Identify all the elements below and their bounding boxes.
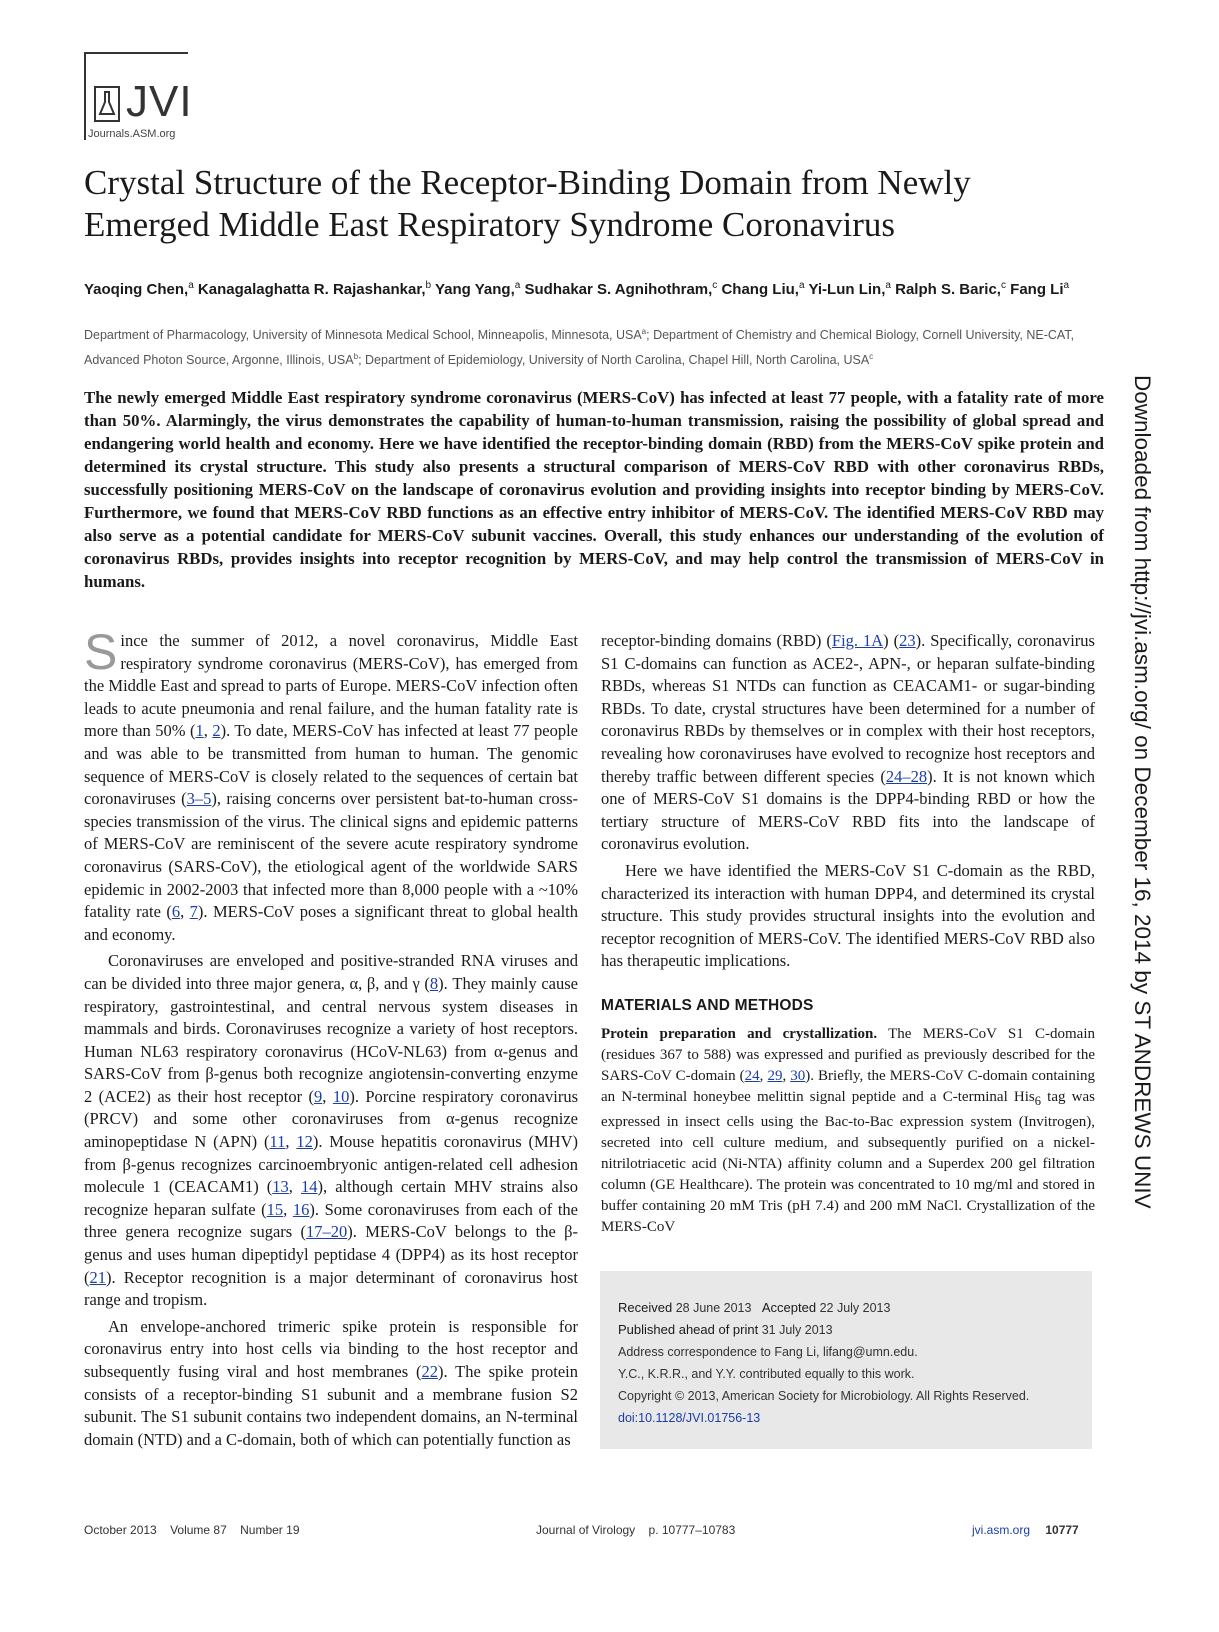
author-name: Fang Li	[1010, 281, 1064, 298]
received-label: Received	[618, 1300, 673, 1315]
correspondence: Address correspondence to Fang Li, lifang@umn.edu.	[618, 1345, 918, 1359]
author-affiliation-mark: a	[885, 280, 891, 291]
paragraph-intro-3: An envelope-anchored trimeric spike protein is responsible for coronavirus entry into host cells via binding to the host receptor and subsequently fusing viral and host membranes (22). The spike protein consists of a receptor-binding S1 subunit and a membrane fusion S2 subunit. The S1 subunit contains two independent domains, an N-terminal domain (NTD) and a C-domain, both of which can potentially function as	[84, 1316, 578, 1449]
author-affiliation-mark: b	[425, 280, 432, 291]
affiliation-a: Department of Pharmacology, University of Minnesota Medical School, Minneapolis, Minnesota, USA	[84, 328, 642, 343]
download-note	[1125, 375, 1155, 1595]
reference-link[interactable]: 29	[767, 1067, 783, 1084]
footer-issue	[84, 1523, 310, 1537]
published-date: 31 July 2013	[761, 1323, 833, 1337]
footer-journal	[536, 1523, 745, 1537]
drop-cap: S	[84, 624, 118, 680]
reference-link[interactable]: 15	[266, 1199, 284, 1219]
reference-link[interactable]: 24–28	[885, 766, 928, 786]
author-affiliation-mark: a	[798, 280, 805, 291]
footer-date: October 2013	[84, 1523, 157, 1537]
reference-link[interactable]: 23	[899, 631, 916, 650]
reference-link[interactable]: 14	[301, 1177, 318, 1197]
author-affiliation-mark: a	[514, 280, 521, 291]
doi-link[interactable]: doi:10.1128/JVI.01756-13	[618, 1411, 761, 1425]
reference-link[interactable]: 21	[89, 1267, 106, 1287]
affiliation-b: ; Department of Chemistry and Chemical Biology, Cornell University, NE-CAT, Advanced Photon Source, Argonne, Illinois, USA	[84, 328, 1075, 368]
flask-icon	[94, 86, 120, 122]
reference-link[interactable]: 10	[332, 1086, 350, 1106]
author-affiliation-mark: a	[1063, 280, 1070, 291]
logo-text: JVI	[126, 77, 193, 126]
author-list	[84, 275, 1104, 300]
logo-subtitle: Journals.ASM.org	[88, 128, 176, 140]
reference-link[interactable]: 12	[296, 1132, 313, 1152]
methods-subheading: Protein preparation and crystallization.	[601, 1025, 878, 1042]
reference-link[interactable]: 11	[269, 1132, 286, 1152]
author-affiliation-mark: c	[712, 280, 718, 291]
body-column-right	[601, 630, 1095, 1238]
dates-line	[618, 1297, 1074, 1319]
author-name: Sudhakar S. Agnihothram,	[524, 281, 713, 298]
author-name: Chang Liu,	[721, 281, 799, 298]
reference-link[interactable]: 7	[189, 902, 198, 922]
reference-link[interactable]: 6	[171, 902, 181, 922]
paragraph-intro-2: Coronaviruses are enveloped and positive-stranded RNA viruses and can be divided into three major genera, α, β, and γ (8). They mainly cause respiratory, gastrointestinal, and central nervous system diseases in mammals and birds. Coronaviruses recognize a variety of host receptors. Human NL63 respiratory coronavirus (HCoV-NL63) from α-genus and SARS-CoV from β-genus both recognize angiotensin-converting enzyme 2 (ACE2) as their host receptor (9, 10). Porcine respiratory coronavirus (PRCV) and some other coronaviruses from α-genus recognize aminopeptidase N (APN) (11, 12). Mouse hepatitis coronavirus (MHV) from β-genus recognizes carcinoembryonic antigen-related cell adhesion molecule 1 (CEACAM1) (13, 14), although certain MHV strains also recognize heparan sulfate (15, 16). Some coronaviruses from each of the three genera recognize sugars (17–20). MERS-CoV belongs to the β-genus and uses human dipeptidyl peptidase 4 (DPP4) as its host receptor (21). Receptor recognition is a major determinant of coronavirus host range and tropism.	[84, 951, 579, 1310]
affiliations: Department of Pharmacology, University of Minnesota Medical School, Minneapolis, Minnesota, USA$^a$; Department of Chemistry and Chemical Biology, Cornell University, NE-CAT, Advanced Photon Source, Argonne, Illinois, USA$^b$; Department of Epidemiology, University of North Carolina, Chapel Hill, North Carolina, USA$^c$	[84, 327, 1075, 368]
body-column-left	[84, 624, 579, 1451]
author-name: Yi-Lun Lin,	[808, 281, 886, 298]
article-info-box	[600, 1271, 1092, 1449]
footer-journal-name: Journal of Virology	[536, 1523, 636, 1537]
title-line-2: Emerged Middle East Respiratory Syndrome Coronavirus	[84, 205, 896, 244]
reference-link[interactable]: 13	[272, 1177, 289, 1197]
footer-volume: Volume 87	[170, 1523, 227, 1537]
download-note-text: Downloaded from http://jvi.asm.org/ on December 16, 2014 by ST ANDREWS UNIV	[1130, 375, 1155, 1209]
paragraph-intro-1: Since the summer of 2012, a novel coronavirus, Middle East respiratory syndrome coronavirus (MERS-CoV), has emerged from the Middle East and spread to parts of Europe. MERS-CoV infection often leads to acute pneumonia and renal failure, and the human fatality rate is more than 50% (1, 2). To date, MERS-CoV has infected at least 77 people and was able to be transmitted from human to human. The genomic sequence of MERS-CoV is closely related to the sequences of certain bat coronaviruses (3–5), raising concerns over persistent bat-to-human cross-species transmission of the virus. The clinical signs and epidemic patterns of MERS-CoV are reminiscent of the severe acute respiratory syndrome coronavirus (SARS-CoV), the etiological agent of the worldwide SARS epidemic in 2002-2003 that infected more than 8,000 people with a ~10% fatality rate (6, 7). MERS-CoV poses a significant threat to global health and economy.	[84, 624, 578, 944]
journal-site-link[interactable]: jvi.asm.org	[972, 1523, 1031, 1537]
reference-link[interactable]: 17–20	[306, 1222, 348, 1242]
author-affiliation-mark: a	[188, 280, 194, 291]
reference-link[interactable]: 2	[212, 721, 221, 741]
affiliation-c: ; Department of Epidemiology, University of North Carolina, Chapel Hill, North Carolina, USA	[358, 353, 870, 368]
reference-link[interactable]: 8	[429, 973, 439, 993]
footer-pages: p. 10777–10783	[648, 1523, 736, 1537]
article-title	[84, 162, 1104, 246]
received-date: 28 June 2013	[675, 1301, 752, 1315]
footer-number: Number 19	[240, 1523, 300, 1537]
paragraph-methods: Protein preparation and crystallization. The MERS-CoV S1 C-domain (residues 367 to 588) was expressed and purified as previously described for the SARS-CoV C-domain (24, 29, 30). Briefly, the MERS-CoV C-domain containing an N-terminal honeybee melittin signal peptide and a C-terminal His$_6$ tag was expressed in insect cells using the Bac-to-Bac expression system (Invitrogen), secreted into cell culture medium, and subsequently purified on a nickel-nitrilotriacetic acid (Ni-NTA) affinity column and a Superdex 200 gel filtration column (GE Healthcare). The protein was concentrated to 10 mg/ml and stored in buffer containing 20 mM Tris (pH 7.4) and 200 mM NaCl. Crystallization of the MERS-CoV	[601, 1025, 1096, 1235]
author-name: Kanagalaghatta R. Rajashankar,	[197, 281, 426, 298]
author-name: Ralph S. Baric,	[895, 281, 1001, 298]
reference-link[interactable]: 3–5	[186, 789, 212, 809]
reference-link[interactable]: 1	[195, 721, 204, 741]
author-affiliation-mark: c	[1000, 280, 1006, 291]
reference-link[interactable]: 16	[292, 1199, 310, 1219]
copyright: Copyright © 2013, American Society for Microbiology. All Rights Reserved.	[618, 1389, 1030, 1403]
paragraph-intro-3-continued: receptor-binding domains (RBD) (Fig. 1A) (23). Specifically, coronavirus S1 C-domains can function as ACE2-, APN-, or heparan sulfate-binding RBDs, whereas S1 NTDs can function as CEACAM1- or sugar-binding RBDs. To date, crystal structures have been determined for a number of coronavirus RBDs by themselves or in complex with their host receptors, revealing how coronaviruses have evolved to recognize host receptors and thereby traffic between different species (24–28). It is not known which one of MERS-CoV S1 domains is the DPP4-binding RBD or how the tertiary structure of MERS-CoV RBD fits into the landscape of coronavirus evolution.	[601, 631, 1096, 854]
reference-link[interactable]: Fig. 1A	[831, 631, 884, 650]
equal-contribution: Y.C., K.R.R., and Y.Y. contributed equally to this work.	[618, 1367, 915, 1381]
reference-link[interactable]: 9	[314, 1086, 323, 1106]
section-heading-methods: MATERIALS AND METHODS	[601, 996, 814, 1014]
reference-link[interactable]: 22	[421, 1362, 438, 1381]
footer-site	[972, 1523, 1079, 1537]
author-name: Yaoqing Chen,	[84, 281, 189, 298]
page-number: 10777	[1045, 1523, 1079, 1537]
journal-logo	[84, 52, 204, 144]
reference-link[interactable]: 30	[790, 1067, 806, 1084]
abstract: The newly emerged Middle East respiratory syndrome coronavirus (MERS-CoV) has infected at least 77 people, with a fatality rate of more than 50%. Alarmingly, the virus demonstrates the capability of human-to-human transmission, raising the possibility of global spread and endangering world health and economy. Here we have identified the receptor-binding domain (RBD) from the MERS-CoV spike protein and determined its crystal structure. This study also presents a structural comparison of MERS-CoV RBD with other coronavirus RBDs, successfully positioning MERS-CoV on the landscape of coronavirus evolution and providing insights into receptor binding by MERS-CoV. Furthermore, we found that MERS-CoV RBD functions as an effective entry inhibitor of MERS-CoV. The identified MERS-CoV RBD may also serve as a potential candidate for MERS-CoV subunit vaccines. Overall, this study enhances our understanding of the evolution of coronavirus RBDs, provides insights into receptor recognition by MERS-CoV, and may help control the transmission of MERS-CoV in humans.	[84, 388, 1104, 591]
accepted-label: Accepted	[761, 1300, 817, 1315]
published-label: Published ahead of print	[618, 1322, 759, 1337]
published-line	[618, 1319, 1074, 1341]
subscript: 6	[1034, 1093, 1041, 1108]
title-line-1: Crystal Structure of the Receptor-Binding Domain from Newly	[84, 163, 971, 202]
paragraph-intro-4: Here we have identified the MERS-CoV S1 C-domain as the RBD, characterized its interaction with human DPP4, and determined its crystal structure. This study provides structural insights into the evolution and receptor recognition of MERS-CoV. The identified MERS-CoV RBD also has therapeutic implications.	[601, 860, 1095, 971]
reference-link[interactable]: 24	[744, 1067, 760, 1084]
author-name: Yang Yang,	[434, 281, 515, 298]
accepted-date: 22 July 2013	[819, 1301, 891, 1315]
